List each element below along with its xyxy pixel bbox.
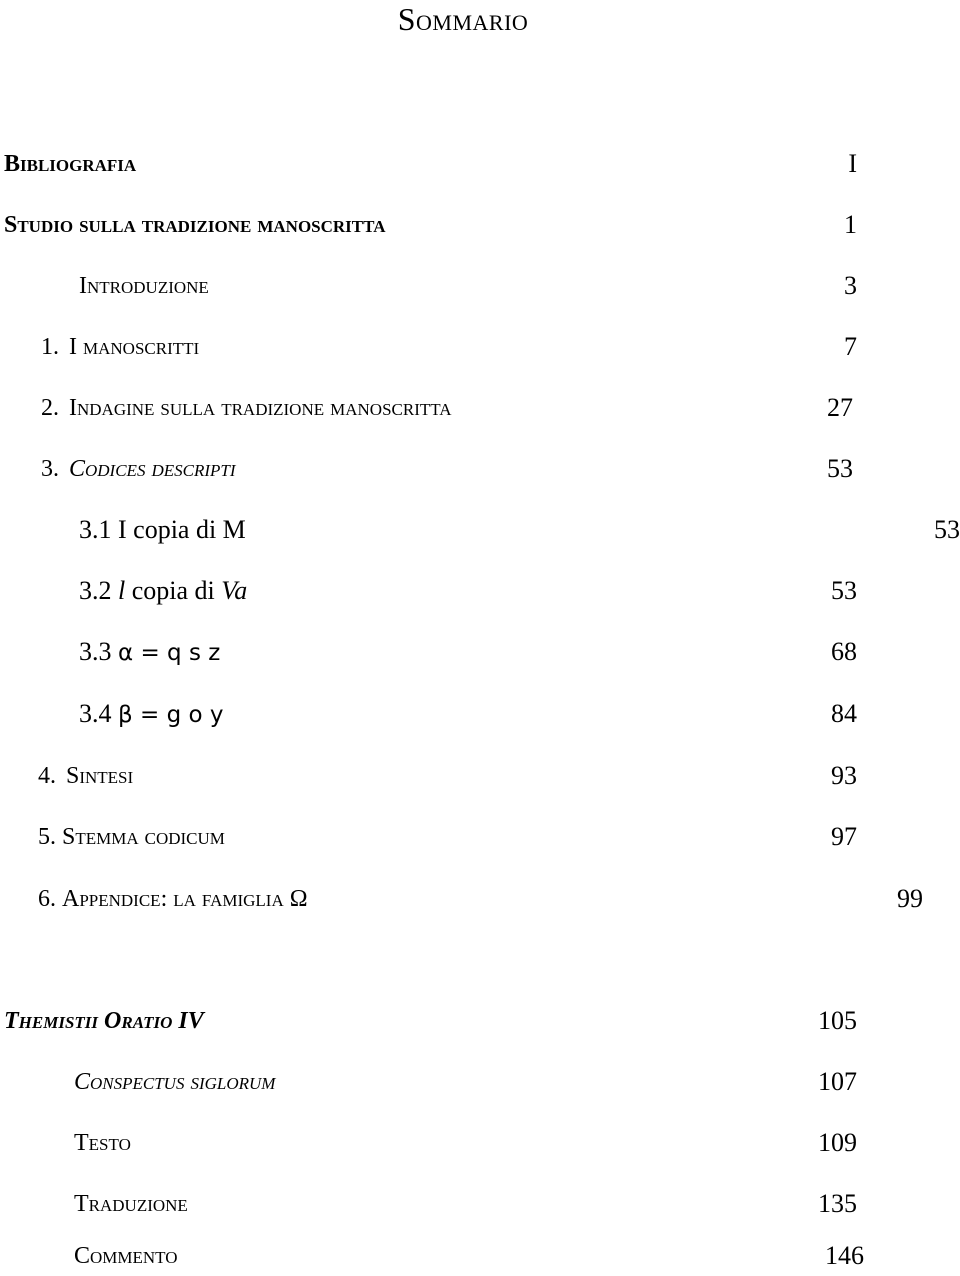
page-title: Sommario (397, 1, 529, 37)
toc-entry-bibliografia[interactable] (0, 147, 960, 181)
toc-entry-page: 84 (831, 699, 857, 728)
toc-entry-3-2[interactable] (0, 574, 960, 608)
toc-entry-number: 3. (41, 456, 59, 482)
toc-entry-number: 3.3 (79, 637, 112, 666)
toc-entry-label: α = q s z (118, 640, 221, 666)
toc-entry-appendice[interactable] (0, 882, 960, 916)
toc-entry-number: 6. (38, 886, 56, 912)
toc-entry-label: copia di (125, 576, 222, 605)
toc-entry-number: 4. (38, 763, 56, 789)
toc-entry-conspectus[interactable] (0, 1065, 960, 1099)
toc-entry-label: I copia di M (118, 515, 246, 544)
toc-entry-number: 2. (41, 395, 59, 421)
toc-entry-page: 1 (844, 210, 857, 239)
toc-entry-label: Introduzione (79, 273, 209, 299)
toc-entry-siglum: Va (221, 576, 248, 605)
toc-entry-sintesi[interactable] (0, 759, 960, 793)
toc-entry-page: 27 (827, 393, 853, 422)
toc-entry-3-3[interactable] (0, 635, 960, 669)
toc-entry-page: 53 (831, 576, 857, 605)
toc-entry-label: β = g o y (118, 702, 224, 728)
toc-entry-page: I (848, 149, 857, 178)
toc-entry-label: Bibliografia (4, 151, 137, 177)
toc-entry-label: Sintesi (66, 763, 134, 789)
toc-entry-siglum: l (118, 576, 126, 605)
toc-entry-3-1[interactable] (0, 513, 960, 547)
toc-entry-indagine[interactable] (0, 391, 960, 425)
toc-entry-traduzione[interactable] (0, 1187, 960, 1221)
toc-entry-label: Stemma codicum (62, 824, 225, 850)
toc-entry-codices-descripti[interactable] (0, 452, 960, 486)
toc-entry-page: 93 (831, 761, 857, 790)
toc-entry-3-4[interactable] (0, 697, 960, 731)
toc-entry-label: Codices descripti (69, 456, 236, 482)
toc-entry-stemma[interactable] (0, 820, 960, 854)
toc-entry-label: Studio sulla tradizione manoscritta (4, 212, 386, 238)
toc-entry-number: 5. (38, 824, 56, 850)
toc-entry-label: I manoscritti (69, 334, 200, 360)
toc-entry-themistii[interactable] (0, 1004, 960, 1038)
toc-entry-page: 53 (934, 515, 960, 544)
toc-entry-number: 3.1 (79, 515, 112, 544)
toc-entry-studio[interactable] (0, 208, 960, 242)
toc-entry-label: Themistii Oratio IV (4, 1008, 204, 1034)
toc-entry-number: 3.2 (79, 576, 112, 605)
toc-entry-label: Traduzione (74, 1191, 188, 1217)
toc-entry-page: 109 (818, 1128, 857, 1157)
toc-entry-testo[interactable] (0, 1126, 960, 1160)
toc-entry-page: 99 (897, 884, 923, 913)
toc-entry-label: Indagine sulla tradizione manoscritta (69, 395, 452, 421)
toc-entry-page: 53 (827, 454, 853, 483)
toc-entry-number: 1. (41, 334, 59, 360)
toc-entry-label: Testo (74, 1130, 131, 1156)
toc-entry-page: 107 (818, 1067, 857, 1096)
toc-entry-page: 7 (844, 332, 857, 361)
toc-entry-page: 146 (825, 1241, 864, 1270)
toc-entry-page: 97 (831, 822, 857, 851)
toc-entry-introduzione[interactable] (0, 269, 960, 303)
toc-entry-page: 135 (818, 1189, 857, 1218)
toc-entry-page: 105 (818, 1006, 857, 1035)
toc-entry-commento[interactable] (0, 1239, 960, 1273)
toc-entry-manoscritti[interactable] (0, 330, 960, 364)
toc-entry-page: 68 (831, 637, 857, 666)
toc-entry-number: 3.4 (79, 699, 112, 728)
toc-entry-label: Appendice: la famiglia Ω (62, 886, 308, 912)
toc-entry-page: 3 (844, 271, 857, 300)
toc-entry-label: Commento (74, 1243, 178, 1269)
toc-entry-label: Conspectus siglorum (74, 1069, 276, 1095)
